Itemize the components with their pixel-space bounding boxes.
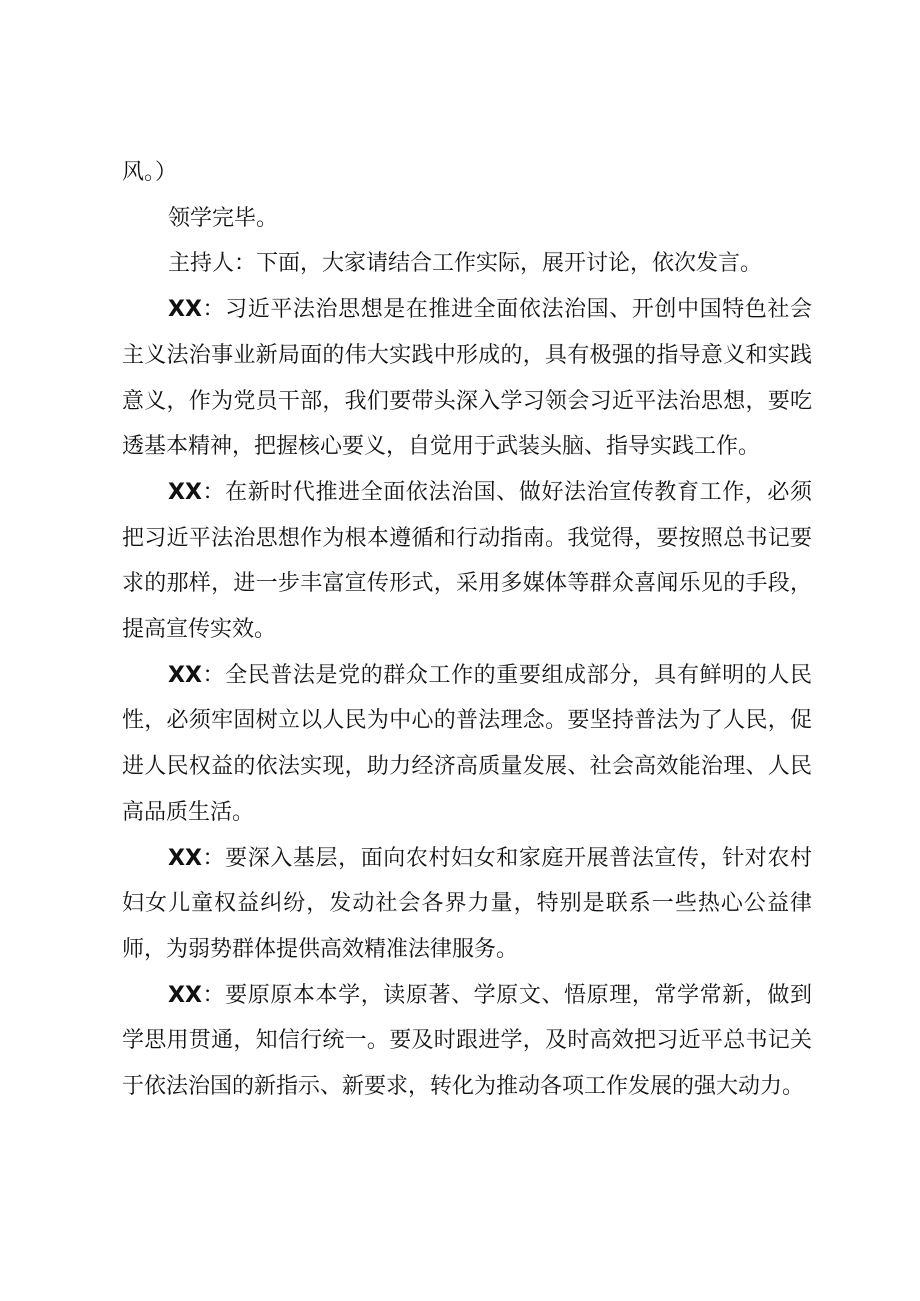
paragraph-host <box>122 241 812 287</box>
speaker-name: XX <box>168 662 202 688</box>
paragraph-text: ：在新时代推进全面依法治国、做好法治宣传教育工作，必须把习近平法治思想作为根本遵循和行动指南。我觉得，要按照总书记要求的那样，进一步丰富宣传形式，采用多媒体等群众喜闻乐见的手段，提高宣传实效。 <box>122 479 812 643</box>
document-page <box>122 150 812 1110</box>
paragraph-speech-3 <box>122 653 812 836</box>
paragraph-speech-1 <box>122 287 812 470</box>
speaker-name: XX <box>168 479 202 505</box>
paragraph-text: 主持人：下面，大家请结合工作实际，展开讨论，依次发言。 <box>168 251 763 277</box>
paragraph-lead-finish <box>122 196 812 242</box>
speaker-name: XX <box>168 982 202 1008</box>
paragraph-text: 风。） <box>122 160 178 185</box>
paragraph-speech-2 <box>122 470 812 653</box>
paragraph-text: ：要原原本本学，读原著、学原文、悟原理，常学常新，做到学思用贯通，知信行统一。要及时跟进学，及时高效把习近平总书记关于依法治国的新指示、新要求，转化为推动各项工作发展的强大动力。 <box>122 982 812 1100</box>
paragraph-speech-5 <box>122 973 812 1110</box>
paragraph-text: 领学完毕。 <box>168 205 279 231</box>
paragraph-text: ：要深入基层，面向农村妇女和家庭开展普法宣传，针对农村妇女儿童权益纠纷，发动社会各界力量，特别是联系一些热心公益律师，为弱势群体提供高效精准法律服务。 <box>122 845 812 962</box>
speaker-name: XX <box>168 297 202 323</box>
paragraph-continuation <box>122 150 812 196</box>
paragraph-speech-4 <box>122 836 812 973</box>
paragraph-text: ：习近平法治思想是在推进全面依法治国、开创中国特色社会主义法治事业新局面的伟大实践中形成的，具有极强的指导意义和实践意义，作为党员干部，我们要带头深入学习领会习近平法治思想，要吃透基本精神，把握核心要义，自觉用于武装头脑、指导实践工作。 <box>122 297 812 460</box>
paragraph-text: ：全民普法是党的群众工作的重要组成部分，具有鲜明的人民性，必须牢固树立以人民为中心的普法理念。要坚持普法为了人民，促进人民权益的依法实现，助力经济高质量发展、社会高效能治理、人民高品质生活。 <box>122 662 812 825</box>
speaker-name: XX <box>168 845 202 871</box>
